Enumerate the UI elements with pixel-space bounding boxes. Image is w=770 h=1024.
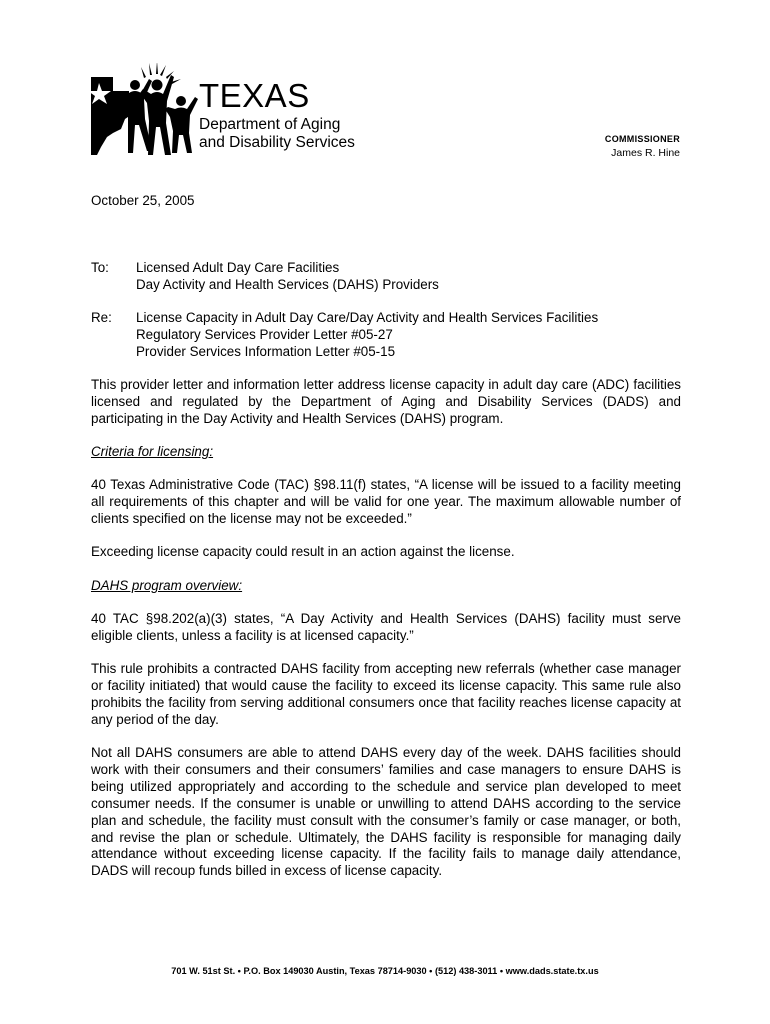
section-heading-criteria: Criteria for licensing: [91,444,214,459]
to-line: Licensed Adult Day Care Facilities [136,260,340,275]
section-heading-dahs-overview: DAHS program overview: [91,578,243,593]
letterhead-subtitle-line2: and Disability Services [199,134,355,151]
dahs-rule-paragraph: 40 TAC §98.202(a)(3) states, “A Day Activity and Health Services (DAHS) facility must serve eligible clients, unless a facility is at licensed capacity.” [91,611,681,643]
to-label: To: [91,260,109,275]
re-line: License Capacity in Adult Day Care/Day Activity and Health Services Facilities [136,310,599,325]
letterhead-subtitle-line1: Department of Aging [199,116,341,133]
attendance-paragraph: Not all DAHS consumers are able to attend DAHS every day of the week. DAHS facilities should work with their consumers and their consumers’ families and case managers to ensure DAHS is being utilized appropriately and according to the schedule and service plan developed to meet consumer needs. If the consumer is unable or unwilling to attend DAHS according to the service plan and schedule, the facility must consult with the consumer’s family or case manager, or both, and revise the plan or schedule. Ultimately, the DAHS facility is responsible for managing daily attendance without exceeding license capacity. If the facility fails to manage daily attendance, DADS will recoup funds billed in excess of license capacity. [91,745,681,879]
letterhead-title: TEXAS [199,77,310,114]
to-line: Day Activity and Health Services (DAHS) Providers [136,277,439,292]
capacity-warning-paragraph: Exceeding license capacity could result in an action against the license. [91,544,515,559]
letterhead-footer-address: 701 W. 51st St. • P.O. Box 149030 Austin, Texas 78714-9030 • (512) 438-3011 • www.dads.state.tx.us [171,966,599,976]
re-line: Provider Services Information Letter #05-15 [136,344,396,359]
commissioner-name: James R. Hine [611,147,680,159]
re-line: Regulatory Services Provider Letter #05-27 [136,327,393,342]
criteria-paragraph: 40 Texas Administrative Code (TAC) §98.11(f) states, “A license will be issued to a facility meeting all requirements of this chapter and will be valid for one year. The maximum allowable number of clients specified on the license may not be exceeded.” [91,477,681,526]
commissioner-label: COMMISSIONER [604,134,680,144]
intro-paragraph: This provider letter and information letter address license capacity in adult day care (ADC) facilities licensed and regulated by the Department of Aging and Disability Services (DADS) and participating in the Day Activity and Health Services (DAHS) program. [91,377,681,426]
rule-prohibition-paragraph: This rule prohibits a contracted DAHS facility from accepting new referrals (whether case manager or facility initiated) that would cause the facility to exceed its license capacity. This same rule also prohibits the facility from serving additional consumers once that facility reaches license capacity at any period of the day. [91,661,681,727]
re-label: Re: [91,310,112,325]
letter-date: October 25, 2005 [91,193,195,208]
